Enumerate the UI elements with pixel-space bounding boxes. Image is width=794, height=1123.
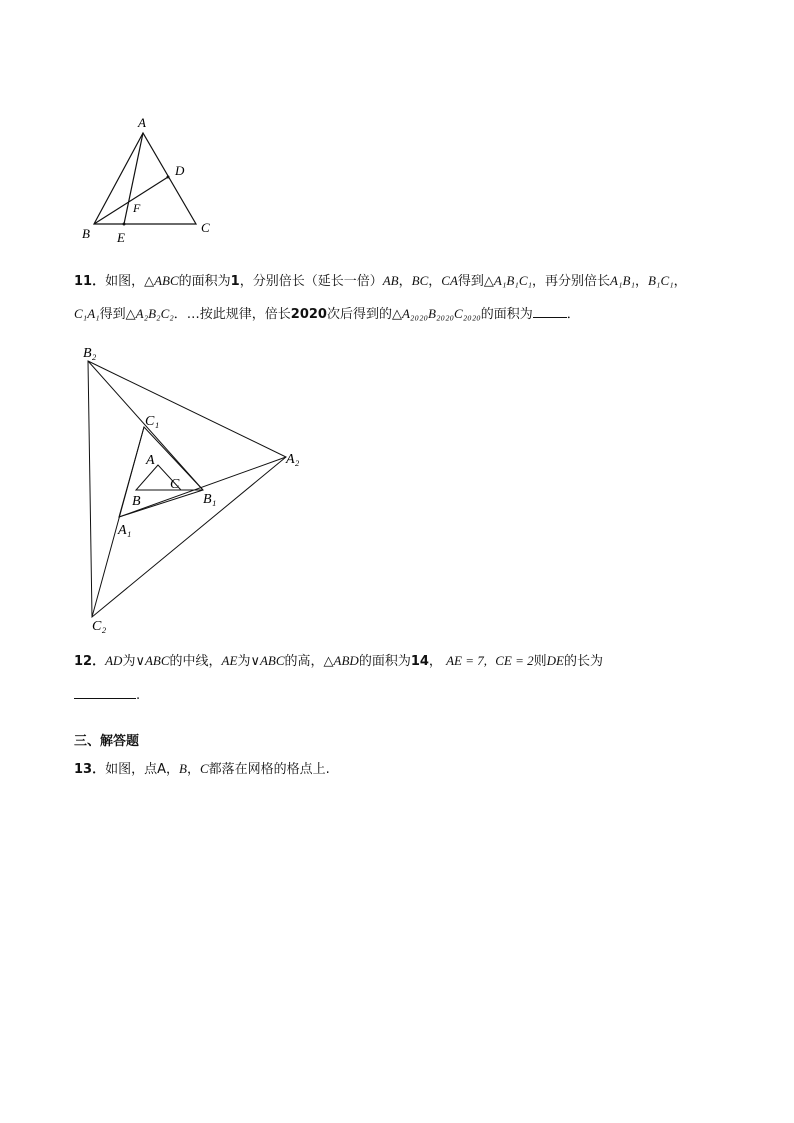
triangle-a2b2c2: [88, 361, 286, 617]
q11-line-2: C₁A₁得到△A₂B₂C₂．…按此规律，倍长2020次后得到的△A₂₀₂₀B₂₀₂₀C₂₀₂₀的面积为 ．: [74, 303, 580, 325]
q11-number: 11．: [74, 274, 106, 289]
q12-line-2: .: [74, 684, 140, 706]
section-title: 三、解答题: [74, 734, 140, 749]
label-c-small: C: [170, 477, 180, 492]
q13-line-1: 13．如图，点A，B，C都落在网格的格点上.: [74, 761, 330, 777]
label-a2: A₂: [286, 452, 300, 467]
label-b1: B₁: [203, 492, 217, 507]
label-c: C: [201, 220, 210, 235]
label-f: F: [133, 201, 141, 215]
label-b2: B₂: [83, 346, 97, 361]
label-a-small: A: [146, 453, 155, 468]
q12-answer-blank[interactable]: [74, 684, 136, 699]
label-d: D: [175, 163, 185, 178]
q12-line-1: 12．AD为∨ABC的中线，AE为∨ABC的高，△ABD的面积为14， AE = 7, CE = 2则DE的长为: [74, 653, 604, 669]
label-c1: C₁: [145, 414, 160, 429]
label-a: A: [138, 115, 146, 130]
q12-number: 12．: [74, 654, 106, 669]
label-b: B: [82, 226, 90, 241]
label-e: E: [117, 230, 125, 245]
q13-number: 13．: [74, 762, 106, 777]
label-b-small: B: [132, 494, 141, 509]
label-a1: A₁: [118, 523, 132, 538]
label-c2: C₂: [92, 619, 107, 634]
q11-line-1: 11．如图，△ABC的面积为1，分别倍长（延长一倍）AB，BC，CA得到△A₁B₁C₁，再分别倍长A₁B₁，B₁C₁，: [74, 273, 687, 289]
